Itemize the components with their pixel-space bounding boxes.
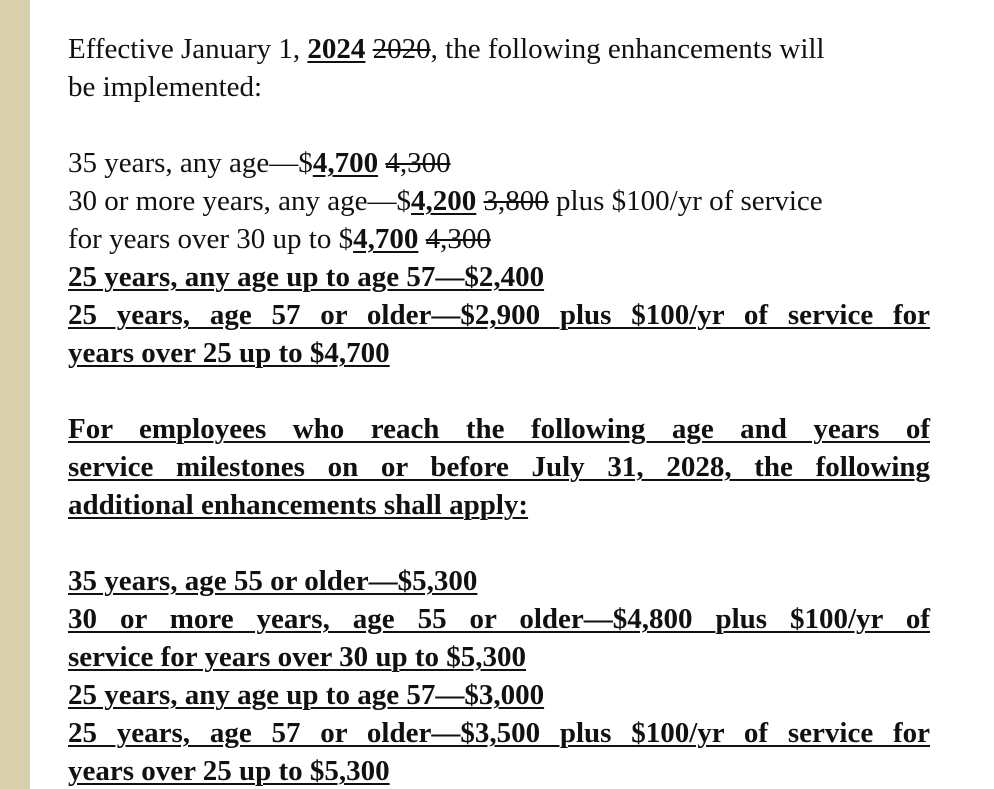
additional-benefits-list <box>68 562 930 789</box>
additional-line-25-years-under-57: 25 years, any age up to age 57—$3,000 <box>68 679 545 711</box>
document-body <box>68 30 930 789</box>
intro-paragraph <box>68 30 930 106</box>
milestone-paragraph <box>68 410 930 524</box>
deleted-year: 2020 <box>372 33 431 65</box>
additional-line-25-years-57-older-cont: years over 25 up to $5,300 <box>68 755 390 787</box>
inserted-year: 2024 <box>307 33 366 65</box>
milestone-line-3: additional enhancements shall apply: <box>68 489 529 521</box>
spacer <box>68 524 930 562</box>
additional-line-30-years: 30 or more years, age 55 or older—$4,800 plus $100/yr of <box>68 603 930 635</box>
benefit-line-25-years-57-older: 25 years, age 57 or older—$2,900 plus $100/yr of service for <box>68 299 930 331</box>
intro-line-1: Effective January 1, 2024 2020, the following enhancements will <box>68 33 825 65</box>
benefit-line-35-years: 35 years, any age—$4,700 4,300 <box>68 147 451 179</box>
benefit-line-30-years: 30 or more years, any age—$4,200 3,800 plus $100/yr of service <box>68 185 823 217</box>
inserted-amount: 4,200 <box>411 185 477 217</box>
additional-line-35-years: 35 years, age 55 or older—$5,300 <box>68 565 478 597</box>
deleted-amount: 4,300 <box>385 147 451 179</box>
additional-line-30-years-cont: service for years over 30 up to $5,300 <box>68 641 526 673</box>
milestone-line-1: For employees who reach the following age and years of <box>68 413 930 445</box>
current-benefits-list <box>68 144 930 372</box>
benefit-line-30-years-cont: for years over 30 up to $4,700 4,300 <box>68 223 491 255</box>
benefit-line-25-years-under-57: 25 years, any age up to age 57—$2,400 <box>68 261 545 293</box>
inserted-amount: 4,700 <box>312 147 379 179</box>
deleted-amount: 3,800 <box>483 185 549 217</box>
benefit-line-25-years-57-older-cont: years over 25 up to $4,700 <box>68 337 390 369</box>
milestone-line-2: service milestones on or before July 31, 2028, the following <box>68 451 930 483</box>
left-margin-bar <box>0 0 30 789</box>
spacer <box>68 372 930 410</box>
deleted-amount: 4,300 <box>425 223 491 255</box>
intro-line-2: be implemented: <box>68 71 263 103</box>
inserted-amount: 4,700 <box>353 223 419 255</box>
spacer <box>68 106 930 144</box>
additional-line-25-years-57-older: 25 years, age 57 or older—$3,500 plus $100/yr of service for <box>68 717 930 749</box>
